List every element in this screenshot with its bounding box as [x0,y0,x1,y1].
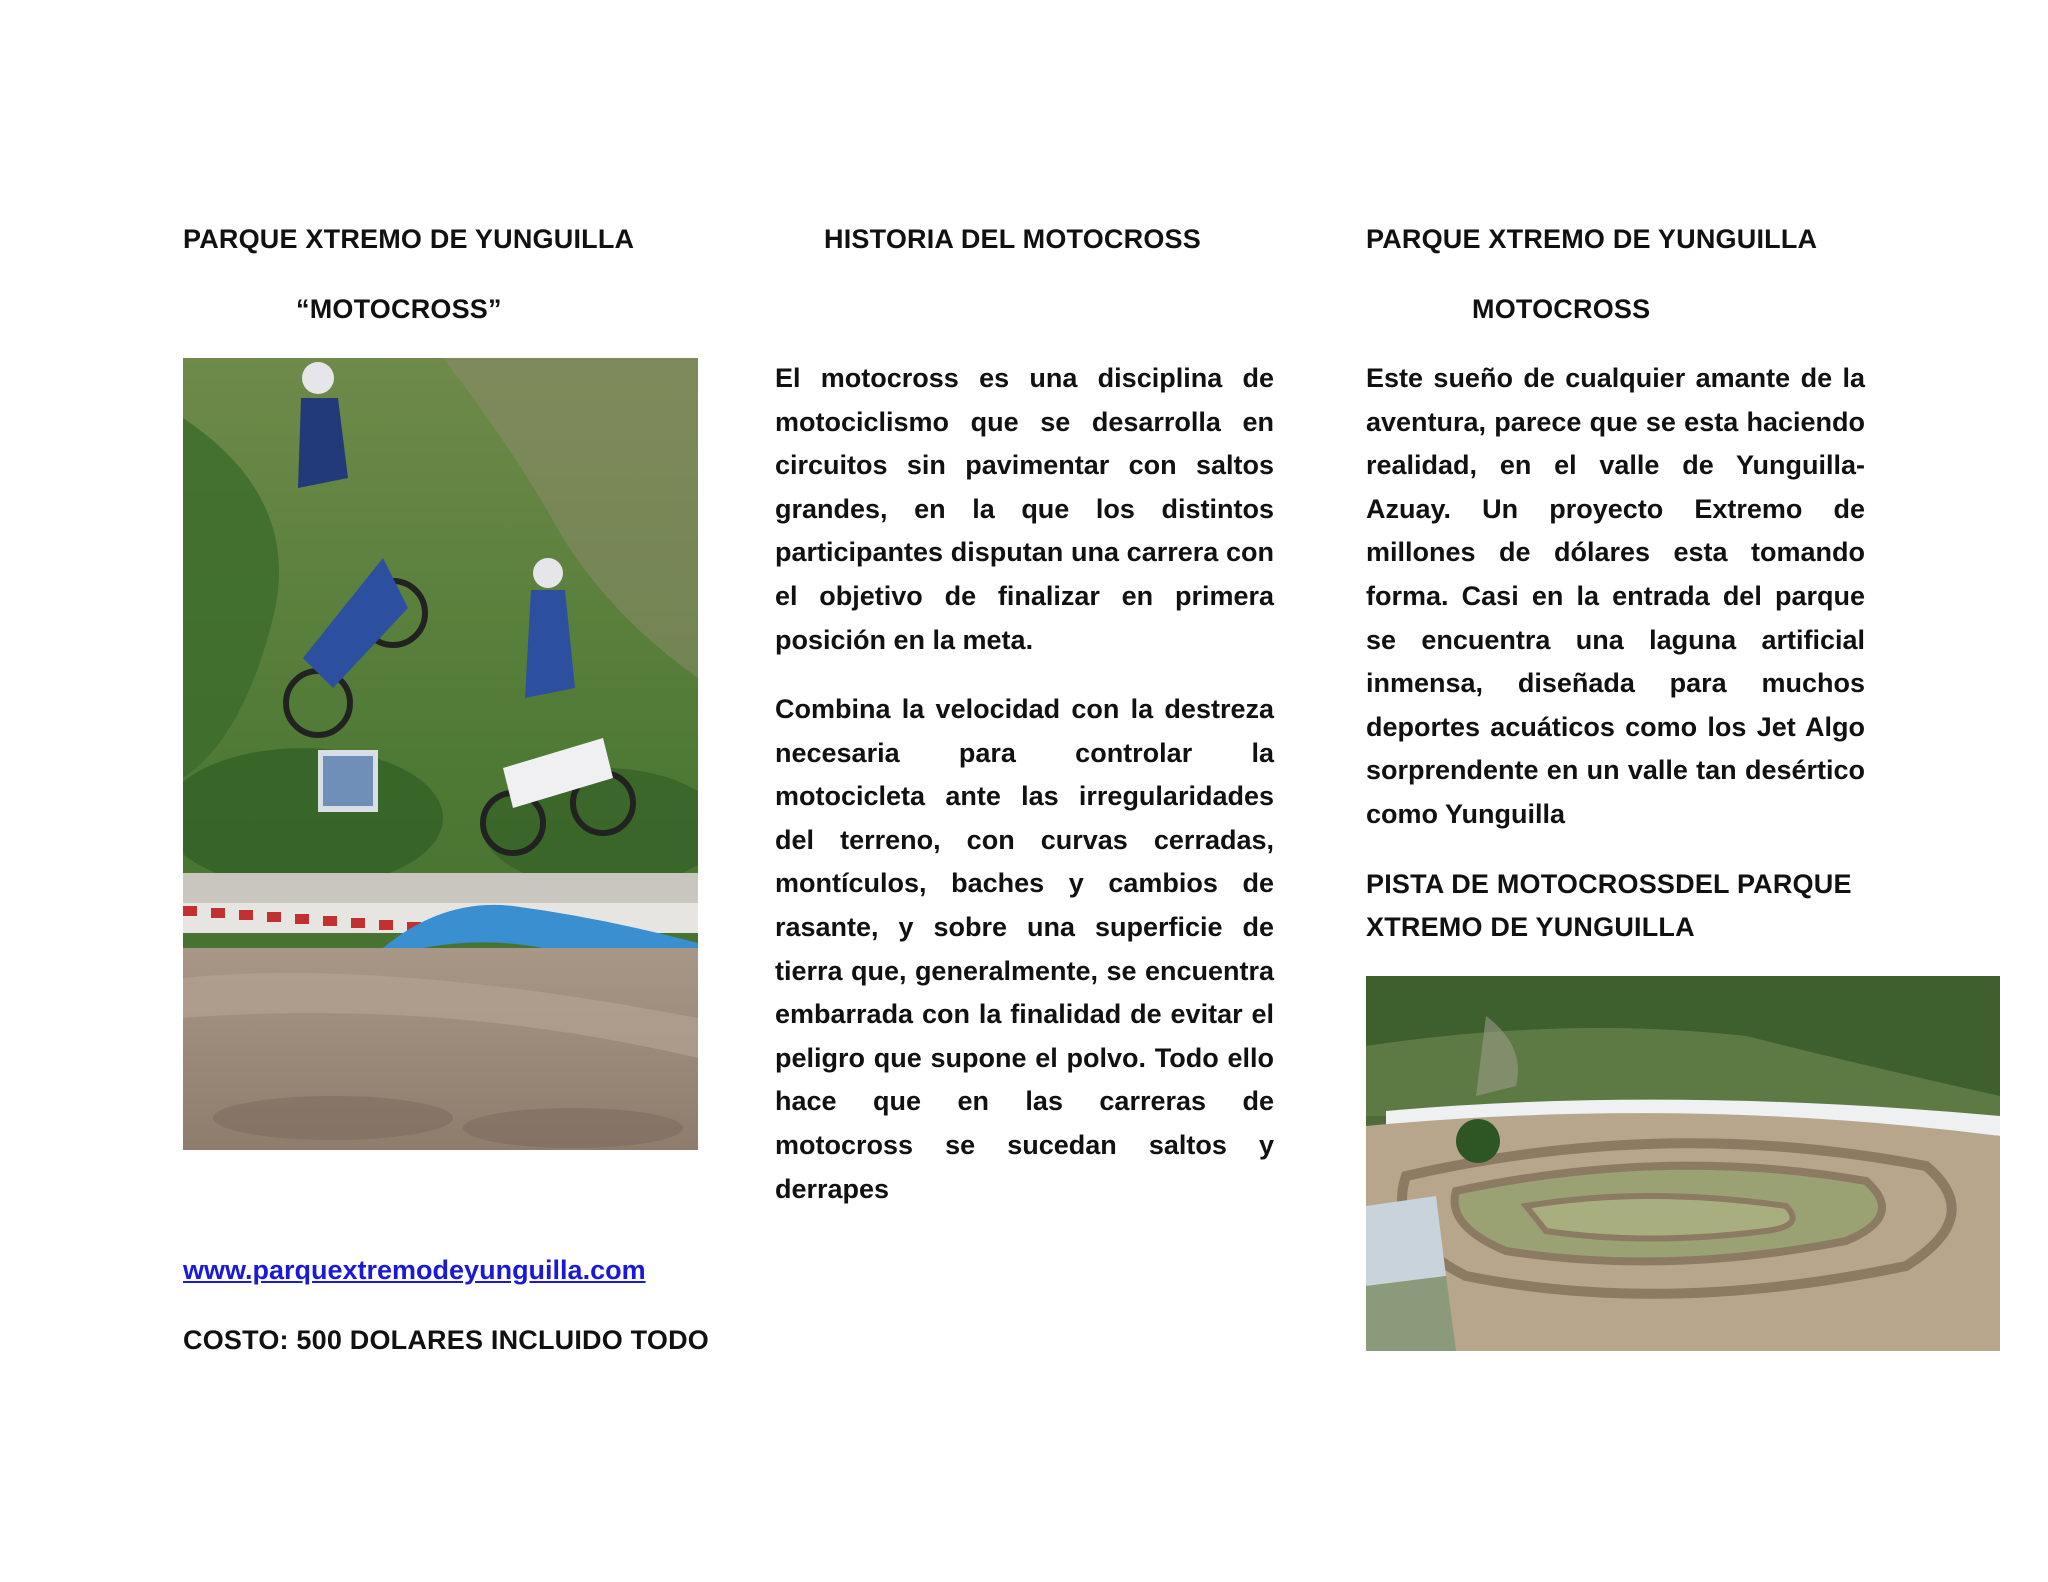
park-description: Este sueño de cualquier amante de la aventura, parece que se esta haciendo realidad, en el valle de Yunguilla-Azuay. Un proyecto Extremo de millones de dólares esta tomando forma. Casi en la entrada del parque se encuentra una laguna artificial inmensa, diseñada para muchos deportes acuáticos como los Jet Algo sorprendente en un valle tan desértico como Yunguilla [1366,363,1865,829]
track-heading-line-2: XTREMO DE YUNGUILLA [1366,912,1695,942]
motocross-track-photo [1366,976,2000,1351]
website-link[interactable]: www.parquextremodeyunguilla.com [183,1255,646,1285]
motocross-riders-photo [183,358,698,1150]
left-subtitle: “MOTOCROSS” [296,294,502,324]
middle-title: HISTORIA DEL MOTOCROSS [824,224,1201,254]
cost-text: COSTO: 500 DOLARES INCLUIDO TODO [183,1325,709,1355]
history-paragraph-1: El motocross es una disciplina de motociclismo que se desarrolla en circuitos sin pavimentar con saltos grandes, en la que los distintos participantes disputan una carrera con el objetivo de finalizar en primera posición en la meta. [775,363,1274,655]
right-title: PARQUE XTREMO DE YUNGUILLA [1366,224,1818,254]
right-subtitle: MOTOCROSS [1472,294,1651,324]
track-heading-line-1: PISTA DE MOTOCROSSDEL PARQUE [1366,869,1852,899]
history-paragraph-2: Combina la velocidad con la destreza necesaria para controlar la motocicleta ante las irregularidades del terreno, con curvas cerradas, montículos, baches y cambios de rasante, y sobre una superficie de tierra que, generalmente, se encuentra embarrada con la finalidad de evitar el peligro que supone el polvo. Todo ello hace que en las carreras de motocross se sucedan saltos y derrapes [775,694,1274,1204]
left-title: PARQUE XTREMO DE YUNGUILLA [183,224,635,254]
